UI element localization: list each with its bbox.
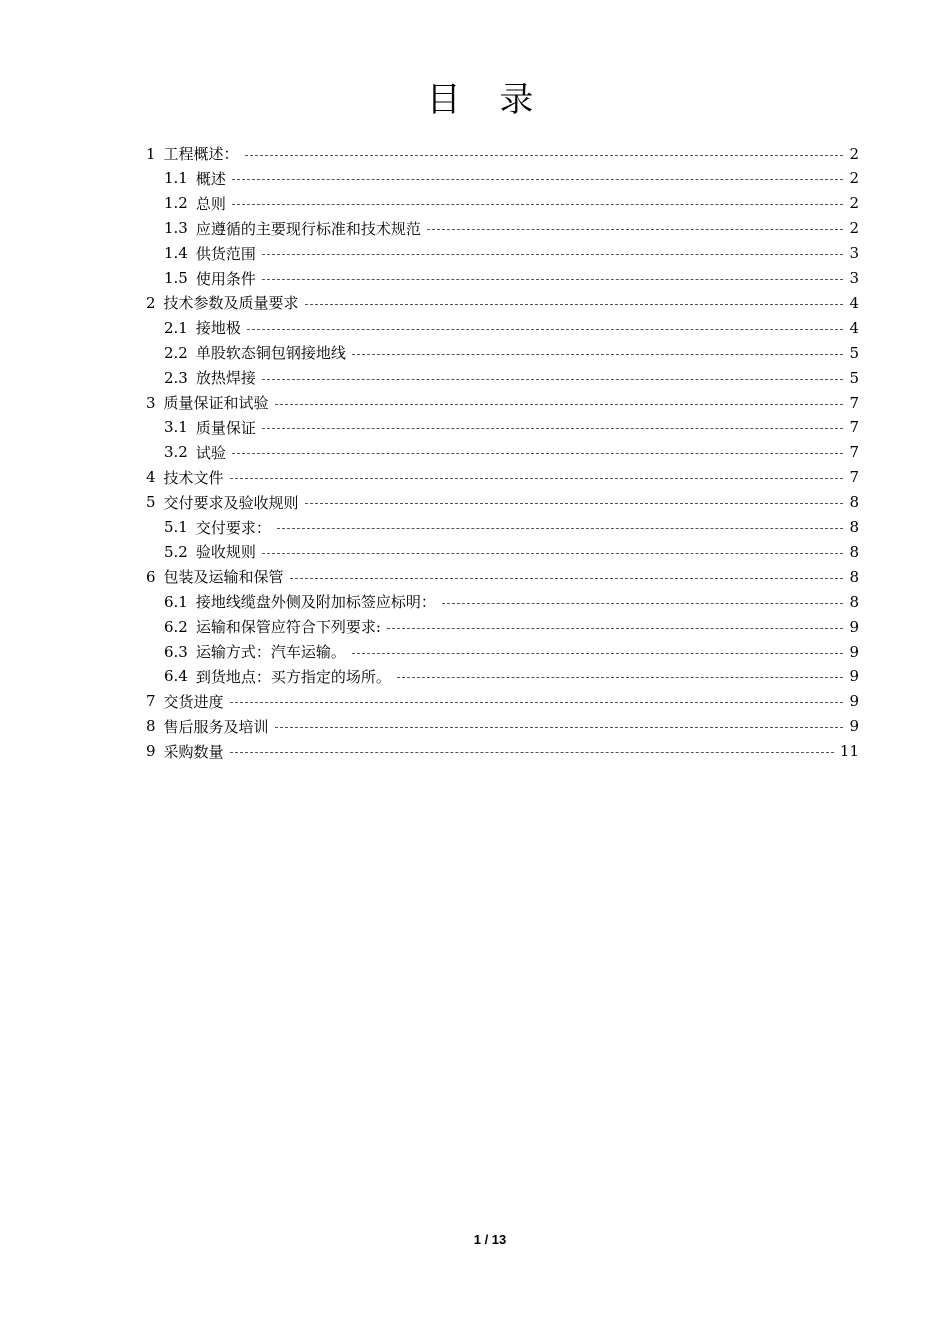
toc-entry-label: 放热焊接 bbox=[195, 369, 256, 388]
toc-entry-number: 1.4 bbox=[164, 244, 188, 263]
toc-entry-number: 9 bbox=[146, 742, 156, 761]
toc-leader-line bbox=[275, 726, 844, 728]
toc-leader-line bbox=[397, 676, 844, 678]
toc-entry-label: 运输和保管应符合下列要求: bbox=[195, 618, 381, 637]
toc-entry-label: 概述 bbox=[195, 169, 226, 188]
toc-entry-page: 8 bbox=[849, 493, 859, 512]
toc-leader-line bbox=[232, 203, 844, 205]
toc-entry-label: 应遵循的主要现行标准和技术规范 bbox=[195, 219, 421, 238]
toc-entry-page: 7 bbox=[849, 393, 859, 412]
toc-entry-label: 技术文件 bbox=[163, 468, 224, 487]
toc-entry-number: 2.1 bbox=[164, 318, 188, 337]
toc-entry[interactable] bbox=[164, 365, 859, 390]
toc-entry[interactable] bbox=[146, 290, 859, 315]
toc-leader-line bbox=[232, 452, 844, 454]
toc-entry-page: 8 bbox=[849, 542, 859, 561]
toc-entry-page: 2 bbox=[849, 194, 859, 213]
toc-entry-number: 1.1 bbox=[164, 169, 188, 188]
toc-entry-number: 6.1 bbox=[164, 592, 188, 611]
toc-entry-page: 7 bbox=[849, 443, 859, 462]
toc-entry-number: 1 bbox=[146, 144, 156, 163]
toc-entry-page: 9 bbox=[849, 692, 859, 711]
toc-entry-number: 6 bbox=[146, 567, 156, 586]
toc-entry-page: 5 bbox=[849, 368, 859, 387]
toc-entry-label: 总则 bbox=[195, 194, 226, 213]
toc-entry-number: 6.4 bbox=[164, 667, 188, 686]
toc-entry-page: 2 bbox=[849, 144, 859, 163]
toc-entry[interactable] bbox=[164, 440, 859, 465]
toc-entry-label: 售后服务及培训 bbox=[163, 717, 269, 736]
toc-entry-page: 9 bbox=[849, 717, 859, 736]
toc-leader-line bbox=[387, 627, 844, 629]
toc-entry-number: 3 bbox=[146, 393, 156, 412]
toc-leader-line bbox=[262, 427, 844, 429]
toc-entry-label: 到货地点：买方指定的场所。 bbox=[195, 667, 391, 686]
toc-entry[interactable] bbox=[146, 564, 859, 589]
toc-title: 目 录 bbox=[426, 80, 548, 120]
toc-entry[interactable] bbox=[146, 141, 859, 166]
toc-entry[interactable] bbox=[146, 714, 859, 739]
toc-entry-page: 7 bbox=[849, 418, 859, 437]
toc-leader-line bbox=[230, 477, 844, 479]
toc-leader-line bbox=[427, 228, 844, 230]
toc-leader-line bbox=[232, 178, 844, 180]
toc-entry[interactable] bbox=[164, 589, 859, 614]
toc-entry-number: 1.2 bbox=[164, 194, 188, 213]
toc-entry[interactable] bbox=[164, 664, 859, 689]
toc-entry-page: 9 bbox=[849, 667, 859, 686]
toc-entry[interactable] bbox=[146, 689, 859, 714]
toc-entry-number: 6.2 bbox=[164, 617, 188, 636]
toc-entry-label: 质量保证和试验 bbox=[163, 394, 269, 412]
toc-leader-line bbox=[247, 328, 844, 330]
toc-entry-page: 4 bbox=[849, 293, 859, 312]
toc-entry-page: 8 bbox=[849, 592, 859, 611]
toc-leader-line bbox=[262, 552, 844, 554]
toc-leader-line bbox=[230, 701, 844, 703]
toc-entry-label: 使用条件 bbox=[195, 269, 256, 288]
toc-entry-label: 供货范围 bbox=[195, 244, 256, 263]
toc-entry[interactable] bbox=[146, 490, 859, 515]
toc-leader-line bbox=[262, 278, 844, 280]
toc-leader-line bbox=[277, 527, 844, 529]
toc-entry-number: 7 bbox=[146, 692, 156, 711]
toc-entry-page: 5 bbox=[849, 343, 859, 362]
toc-entry-page: 11 bbox=[839, 742, 859, 761]
toc-entry-number: 2 bbox=[146, 293, 156, 312]
toc-entry-number: 5.1 bbox=[164, 518, 188, 536]
toc-entry[interactable] bbox=[164, 166, 859, 191]
page-number: 1 / 13 bbox=[473, 1232, 507, 1247]
toc-leader-line bbox=[352, 652, 844, 654]
toc-leader-line bbox=[262, 253, 844, 255]
toc-entry-label: 交付要求： bbox=[195, 518, 271, 537]
toc-entry-label: 技术参数及质量要求 bbox=[163, 294, 299, 313]
toc-leader-line bbox=[305, 303, 844, 305]
toc-entry-label: 接地极 bbox=[195, 319, 241, 338]
toc-entry-number: 3.1 bbox=[164, 418, 188, 437]
toc-entry-label: 包装及运输和保管 bbox=[163, 568, 284, 587]
toc-entry[interactable] bbox=[164, 315, 859, 340]
toc-entry[interactable] bbox=[146, 390, 859, 415]
toc-entry-page: 4 bbox=[849, 318, 859, 337]
toc-entry-page: 2 bbox=[849, 219, 859, 238]
toc-entry-number: 8 bbox=[146, 717, 156, 736]
toc-entry-label: 验收规则 bbox=[195, 543, 256, 562]
toc-entry-label: 工程概述： bbox=[163, 145, 239, 163]
toc-entry-page: 8 bbox=[849, 567, 859, 586]
toc-entry[interactable] bbox=[164, 415, 859, 440]
toc-entry[interactable] bbox=[164, 191, 859, 216]
toc-leader-line bbox=[442, 602, 844, 604]
toc-entry[interactable] bbox=[146, 465, 859, 490]
toc-leader-line bbox=[262, 378, 844, 380]
toc-entry-number: 1.5 bbox=[164, 269, 188, 287]
toc-entry-page: 7 bbox=[849, 468, 859, 487]
toc-entry-number: 5.2 bbox=[164, 542, 188, 561]
toc-entry[interactable] bbox=[164, 639, 859, 664]
toc-leader-line bbox=[275, 403, 844, 405]
toc-entry[interactable] bbox=[164, 340, 859, 365]
toc-leader-line bbox=[352, 353, 844, 355]
toc-leader-line bbox=[245, 154, 844, 156]
toc-entry[interactable] bbox=[164, 539, 859, 564]
toc-entry-number: 2.2 bbox=[164, 343, 188, 362]
toc-entry-number: 3.2 bbox=[164, 443, 188, 462]
toc-entry-number: 2.3 bbox=[164, 368, 188, 387]
toc-entry-label: 运输方式：汽车运输。 bbox=[195, 643, 346, 661]
toc-entry-number: 1.3 bbox=[164, 219, 188, 238]
toc-entry[interactable] bbox=[146, 739, 859, 764]
toc-entry-label: 交货进度 bbox=[163, 692, 224, 711]
toc-entry[interactable] bbox=[164, 216, 859, 241]
toc-entry-label: 采购数量 bbox=[163, 742, 224, 761]
toc-entry-page: 9 bbox=[849, 617, 859, 636]
toc-leader-line bbox=[305, 502, 844, 504]
toc-entry[interactable] bbox=[164, 266, 859, 291]
toc-entry-page: 3 bbox=[849, 244, 859, 263]
toc-entry-page: 8 bbox=[849, 518, 859, 536]
toc-entry-label: 质量保证 bbox=[195, 418, 256, 437]
toc-entry-number: 5 bbox=[146, 493, 156, 512]
toc-entry-label: 单股软态铜包钢接地线 bbox=[195, 344, 346, 363]
toc-entry[interactable] bbox=[164, 515, 859, 540]
toc-entry-label: 接地线缆盘外侧及附加标签应标明： bbox=[195, 593, 436, 612]
toc-entry-number: 6.3 bbox=[164, 642, 188, 661]
toc-entry-label: 交付要求及验收规则 bbox=[163, 493, 299, 512]
toc-entry-page: 3 bbox=[849, 269, 859, 287]
toc-entry-label: 试验 bbox=[195, 443, 226, 462]
toc-entry[interactable] bbox=[164, 241, 859, 266]
toc-entry-page: 9 bbox=[849, 642, 859, 661]
toc-leader-line bbox=[290, 577, 844, 579]
toc-entry[interactable] bbox=[164, 614, 859, 639]
toc-entry-number: 4 bbox=[146, 468, 156, 487]
toc-leader-line bbox=[230, 751, 834, 753]
toc-entry-page: 2 bbox=[849, 169, 859, 188]
